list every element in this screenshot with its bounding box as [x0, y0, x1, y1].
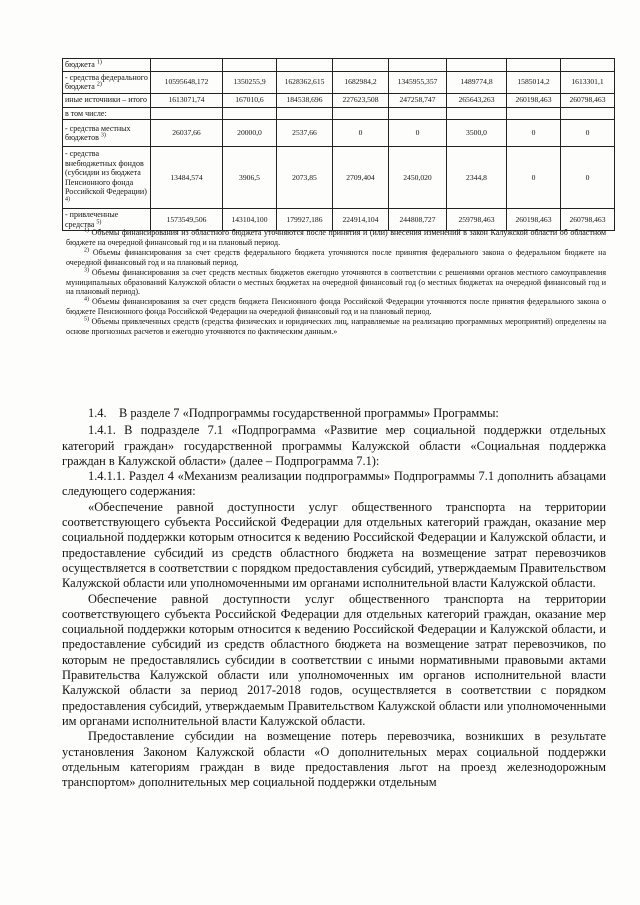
table-cell: 10595648,172 — [151, 71, 223, 93]
table-cell: 1682984,2 — [333, 71, 389, 93]
table-cell — [151, 59, 223, 72]
table-cell: 244808,727 — [389, 209, 447, 231]
table-cell: 2537,66 — [277, 120, 333, 147]
table-cell: 259798,463 — [447, 209, 507, 231]
table-cell — [561, 107, 615, 120]
table-cell: 1350255,9 — [223, 71, 277, 93]
footnote-4: $^{4)}$ Объемы финансирования за счет средств бюджета Пенсионного фонда Российской Федерации уточняются после принятия федерального закона о бюджете Пенсионного фонда Российской Федерации на очередной финансовый год и на плановый период. — [66, 296, 607, 317]
row-label: - привлеченные средства $^{5)}$ — [63, 209, 151, 231]
paragraph-quote-1: «Обеспечение равной доступности услуг общественного транспорта на территории соответствующего субъекта Российской Федерации для отдельных категорий граждан, оказание мер социальной поддержки которым относится к ведению Российской Федерации и Калужской области, и предоставление субсидий из средств областного бюджета на возмещение затрат перевозчиков осуществляется в соответствии с порядком предоставления субсидий, утверждаемым Правительством Калужской области или уполномоченными им органами исполнительной власти Калужской области. — [62, 499, 606, 591]
footnotes — [66, 228, 606, 337]
row-label: в том числе: — [63, 107, 151, 120]
row-label: - средства федерального бюджета $^{2)}$ — [63, 71, 151, 93]
table-cell: 260198,463 — [507, 209, 561, 231]
table-cell: 3906,5 — [223, 147, 277, 209]
body-text — [62, 406, 606, 790]
table-cell: 184538,696 — [277, 93, 333, 107]
table-cell: 0 — [561, 120, 615, 147]
section-heading: 1.4. В разделе 7 «Подпрограммы государственной программы» Программы: — [88, 406, 499, 420]
table-cell — [333, 107, 389, 120]
table-cell — [151, 107, 223, 120]
row-label: бюджета $^{1)}$ — [63, 59, 151, 72]
row-label: - средства внебюджетных фондов (субсидии из бюджета Пенсионного фонда Российской Федерации) $^{4)}$ — [63, 147, 151, 209]
table-cell: 0 — [561, 147, 615, 209]
table-cell: 227623,508 — [333, 93, 389, 107]
row-label: иные источники – итого — [63, 93, 151, 107]
table-row — [63, 107, 615, 120]
table-cell: 1613301,1 — [561, 71, 615, 93]
table-cell: 2344,8 — [447, 147, 507, 209]
table-cell — [223, 107, 277, 120]
table-cell: 179927,186 — [277, 209, 333, 231]
table-cell — [507, 59, 561, 72]
table-cell: 1573549,506 — [151, 209, 223, 231]
table-cell: 260798,463 — [561, 209, 615, 231]
table-cell — [277, 107, 333, 120]
table-cell: 1585014,2 — [507, 71, 561, 93]
table-cell: 26037,66 — [151, 120, 223, 147]
paragraph-subsection: 1.4.1. В подразделе 7.1 «Подпрограмма «Развитие мер социальной поддержки отдельных категорий граждан» государственной программы Калужской области «Социальная поддержка граждан в Калужской области» (далее – Подпрограмма 7.1): — [62, 423, 606, 468]
table-cell — [389, 107, 447, 120]
table-cell: 0 — [507, 120, 561, 147]
row-label: - средства местных бюджетов $^{3)}$ — [63, 120, 151, 147]
table-cell: 2450,020 — [389, 147, 447, 209]
table-cell: 2709,404 — [333, 147, 389, 209]
table-row — [63, 71, 615, 93]
table-cell: 3500,0 — [447, 120, 507, 147]
paragraph-quote-3: Предоставление субсидии на возмещение потерь перевозчика, возникших в результате установления Законом Калужской области «О дополнительных мерах социальной поддержки отдельным категориям граждан в виде предоставления льгот на проезд железнодорожным транспортом» дополнительных мер социальной поддержки отдельным — [62, 729, 606, 790]
paragraph-clause: 1.4.1.1. Раздел 4 «Механизм реализации подпрограммы» Подпрограммы 7.1 дополнить абзацами следующего содержания: — [62, 469, 606, 499]
table-cell: 247258,747 — [389, 93, 447, 107]
funding-table — [62, 58, 615, 231]
paragraph-quote-2: Обеспечение равной доступности услуг общественного транспорта на территории соответствующего субъекта Российской Федерации для отдельных категорий граждан, оказание мер социальной поддержки которым относится к ведению Российской Федерации и Калужской области, и предоставление субсидий из средств областного бюджета на возмещение затрат перевозчиков, по которым не предоставлялись субсидии в соответствии с иными нормативными правовыми актами Правительства Калужской области или уполномоченных им органов исполнительной власти Калужской области за период 2017-2018 годов, осуществляется в соответствии с порядком предоставления субсидий, утверждаемым Правительством Калужской области или уполномоченными им органами исполнительной власти Калужской области. — [62, 591, 606, 728]
table-cell — [507, 107, 561, 120]
table-cell — [561, 59, 615, 72]
table-cell: 20000,0 — [223, 120, 277, 147]
footnote-3: $^{3)}$ Объемы финансирования за счет средств местных бюджетов ежегодно уточняются в соответствии с решениями органов местного самоуправления муниципальных образований Калужской области о местных бюджетах на очередной финансовый год (о местных бюджетах на очередной финансовый год и на плановый период). — [66, 266, 607, 297]
table-cell — [389, 59, 447, 72]
footnote-2: $^{2)}$ Объемы финансирования за счет средств федерального бюджета уточняются после принятия федерального закона о федеральном бюджете на очередной финансовый год и на плановый период. — [66, 247, 606, 267]
table-cell: 265643,263 — [447, 93, 507, 107]
table-cell — [447, 107, 507, 120]
table-cell: 1613071,74 — [151, 93, 223, 107]
table-cell: 143104,100 — [223, 209, 277, 231]
table-cell — [333, 59, 389, 72]
table-cell: 0 — [507, 147, 561, 209]
footnote-1: $^{1)}$ Объемы финансирования из областного бюджета уточняются после принятия и (или) внесения изменений в закон Калужской области об областном бюджете на очередной финансовый год и на плановый период. — [66, 227, 607, 247]
table-cell — [277, 59, 333, 72]
table-cell: 1345955,357 — [389, 71, 447, 93]
table-row — [63, 147, 615, 209]
table-cell: 167010,6 — [223, 93, 277, 107]
table-cell: 1628362,615 — [277, 71, 333, 93]
table-row — [63, 120, 615, 147]
table-cell: 13484,574 — [151, 147, 223, 209]
table-cell: 260198,463 — [507, 93, 561, 107]
table-row — [63, 93, 615, 107]
table-cell: 0 — [389, 120, 447, 147]
table-cell: 1489774,8 — [447, 71, 507, 93]
table-cell — [447, 59, 507, 72]
table-cell — [223, 59, 277, 72]
table-cell: 0 — [333, 120, 389, 147]
table-cell: 224914,104 — [333, 209, 389, 231]
footnote-5: $^{5)}$ Объемы привлеченных средств (средства физических и юридических лиц, направляемые на реализацию программных мероприятий) определены на основе прогнозных расчетов и ежегодно уточняются по фактическим данным.» — [66, 316, 606, 337]
table-row — [63, 59, 615, 72]
table-cell: 2073,85 — [277, 147, 333, 209]
table-cell: 260798,463 — [561, 93, 615, 107]
